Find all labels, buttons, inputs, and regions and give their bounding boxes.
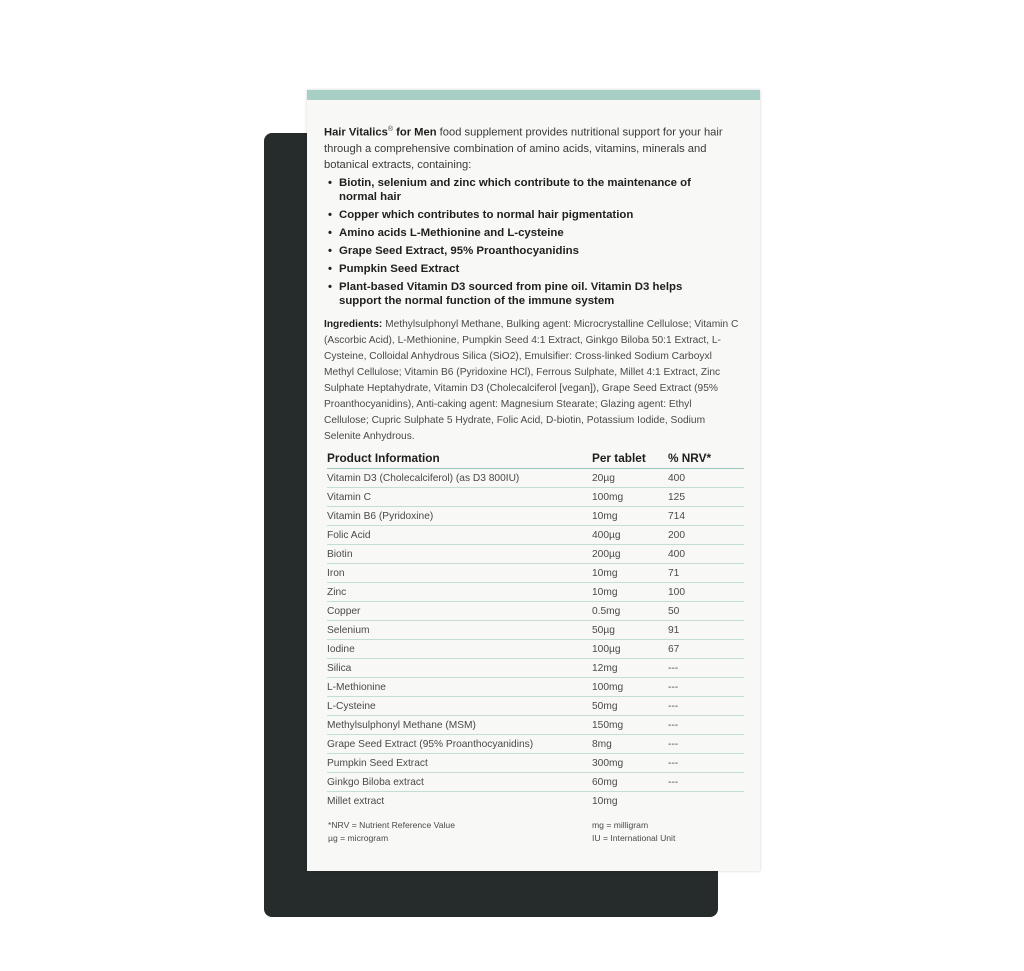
nrv-percent xyxy=(668,792,744,811)
nrv-percent: --- xyxy=(668,754,744,773)
nrv-percent: 50 xyxy=(668,602,744,621)
nrv-percent: --- xyxy=(668,773,744,792)
benefit-item: • Grape Seed Extract, 95% Proanthocyanidins xyxy=(328,244,579,257)
nutrient-name: Millet extract xyxy=(327,795,385,807)
benefit-item: • Amino acids L-Methionine and L-cysteine xyxy=(328,226,564,239)
bullet-icon: • xyxy=(328,208,332,221)
ingredients-text: Methylsulphonyl Methane, Bulking agent: Microcrystalline Cellulose; Vitamin C (Ascorbic Acid), L-Methionine, Pumpkin Seed 4:1 Extract, Ginkgo Biloba 50:1 Extract, L-Cysteine, Colloidal Anhydrous Silica (SiO2), Emulsifier: Cross-linked Sodium Carboyxl Methyl Cellulose; Vitamin B6 (Pyridoxine HCl), Ferrous Sulphate, Millet 4:1 Extract, Zinc Sulphate Heptahydrate, Vitamin D3 (Cholecalciferol [vegan]), Grape Seed Extract (95% Proanthocyanidins), Anti-caking agent: Magnesium Stearate; Glazing agent: Ethyl Cellulose; Cupric Sulphate 5 Hydrate, Folic Acid, D-biotin, Potassium Iodide, Sodium Selenite Anhydrous. xyxy=(324,318,739,442)
nutrient-name: L-Methionine xyxy=(327,678,592,697)
bullet-icon: • xyxy=(328,226,332,239)
nutrient-name: Vitamin B6 (Pyridoxine) xyxy=(327,507,592,526)
amount-per-tablet: 20µg xyxy=(592,469,668,488)
nrv-percent: --- xyxy=(668,716,744,735)
table-row xyxy=(327,545,744,564)
nutrient-name: Iodine xyxy=(327,640,592,659)
benefit-item: • Pumpkin Seed Extract xyxy=(328,262,460,275)
header-product-information: Product Information xyxy=(327,448,592,469)
nutrient-name: Methylsulphonyl Methane (MSM) xyxy=(327,716,592,735)
amount-per-tablet: 400µg xyxy=(592,526,668,545)
table-row xyxy=(327,754,744,773)
nutrient-name: Vitamin D3 (Cholecalciferol) (as D3 800IU) xyxy=(327,469,592,488)
amount-per-tablet: 200µg xyxy=(592,545,668,564)
table-row xyxy=(327,659,744,678)
nrv-percent: --- xyxy=(668,678,744,697)
package-label-panel xyxy=(307,90,760,871)
amount-per-tablet: 10mg xyxy=(592,583,668,602)
bullet-icon: • xyxy=(328,176,332,189)
nrv-percent: 200 xyxy=(668,526,744,545)
benefit-item: • Plant-based Vitamin D3 sourced from pine oil. Vitamin D3 helps support the normal function of the immune system xyxy=(328,280,683,307)
table-row xyxy=(327,602,744,621)
table-row xyxy=(327,488,744,507)
nrv-percent: 125 xyxy=(668,488,744,507)
nrv-percent: --- xyxy=(668,697,744,716)
amount-per-tablet: 100mg xyxy=(592,678,668,697)
header-nrv: % NRV* xyxy=(668,448,744,469)
amount-per-tablet: 300mg xyxy=(592,754,668,773)
amount-per-tablet: 12mg xyxy=(592,659,668,678)
registered-mark: ® xyxy=(387,126,394,133)
table-row xyxy=(327,697,744,716)
ingredients-label: Ingredients: xyxy=(324,318,383,330)
amount-per-tablet: 0.5mg xyxy=(592,602,668,621)
table-row xyxy=(327,507,744,526)
nutrient-name: Selenium xyxy=(327,621,592,640)
brand-suffix: for Men xyxy=(396,126,437,139)
nutrient-name: Grape Seed Extract (95% Proanthocyanidins) xyxy=(327,735,592,754)
nutrient-name: Iron xyxy=(327,564,592,583)
table-header-row xyxy=(327,448,744,469)
nutrient-name: Copper xyxy=(327,602,592,621)
intro-text: food supplement provides nutritional support for your hair through a comprehensive combination of amino acids, vitamins, minerals and botanical extracts, containing: xyxy=(324,126,723,171)
nrv-percent: 400 xyxy=(668,469,744,488)
table-row xyxy=(327,716,744,735)
amount-per-tablet: 10mg xyxy=(592,564,668,583)
nrv-percent: 714 xyxy=(668,507,744,526)
nrv-percent: 91 xyxy=(668,621,744,640)
bullet-icon: • xyxy=(328,244,332,257)
footnote-iu: IU = International Unit xyxy=(592,832,676,843)
nrv-percent: 100 xyxy=(668,583,744,602)
bullet-icon: • xyxy=(328,280,332,293)
table-row xyxy=(327,773,744,792)
accent-band xyxy=(307,90,760,100)
header-per-tablet: Per tablet xyxy=(592,448,668,469)
footnote-microgram: µg = microgram xyxy=(328,832,389,843)
footnotes-left xyxy=(328,819,455,844)
nutrient-name: Biotin xyxy=(327,545,592,564)
amount-per-tablet: 150mg xyxy=(592,716,668,735)
table-row xyxy=(327,621,744,640)
table-row xyxy=(327,583,744,602)
nrv-percent: 71 xyxy=(668,564,744,583)
nutrient-name: Ginkgo Biloba extract xyxy=(327,773,592,792)
nutrient-name: L-Cysteine xyxy=(327,697,592,716)
table-row xyxy=(327,678,744,697)
amount-per-tablet: 8mg xyxy=(592,735,668,754)
nutrient-name: Silica xyxy=(327,659,592,678)
table-row xyxy=(327,469,744,488)
amount-per-tablet: 60mg xyxy=(592,773,668,792)
nutrient-name: Pumpkin Seed Extract xyxy=(327,754,592,773)
ingredients-paragraph xyxy=(324,317,739,445)
benefit-item: • Biotin, selenium and zinc which contribute to the maintenance of normal hair xyxy=(328,176,691,203)
footnote-milligram: mg = milligram xyxy=(592,820,649,830)
benefit-list xyxy=(324,176,744,308)
bullet-icon: • xyxy=(328,262,332,275)
amount-per-tablet: 100µg xyxy=(592,640,668,659)
table-row xyxy=(327,792,744,811)
amount-per-tablet: 50µg xyxy=(592,621,668,640)
nrv-percent: 400 xyxy=(668,545,744,564)
amount-per-tablet: 50mg xyxy=(592,697,668,716)
footnote-nrv: *NRV = Nutrient Reference Value xyxy=(328,820,455,830)
footnotes-right xyxy=(592,819,675,844)
nrv-percent: 67 xyxy=(668,640,744,659)
nutrient-name: Zinc xyxy=(327,583,592,602)
nutrient-name: Folic Acid xyxy=(327,526,592,545)
table-row xyxy=(327,526,744,545)
brand-name: Hair Vitalics xyxy=(324,126,388,139)
intro-paragraph xyxy=(324,122,744,173)
nrv-percent: --- xyxy=(668,735,744,754)
nutrition-table xyxy=(327,448,744,810)
label-content xyxy=(324,122,744,445)
table-row xyxy=(327,640,744,659)
benefit-item: • Copper which contributes to normal hair pigmentation xyxy=(328,208,634,221)
amount-per-tablet: 100mg xyxy=(592,488,668,507)
table-row xyxy=(327,735,744,754)
amount-per-tablet: 10mg xyxy=(592,795,618,807)
nutrient-name: Vitamin C xyxy=(327,488,592,507)
amount-per-tablet: 10mg xyxy=(592,507,668,526)
nrv-percent: --- xyxy=(668,659,744,678)
table-row xyxy=(327,564,744,583)
